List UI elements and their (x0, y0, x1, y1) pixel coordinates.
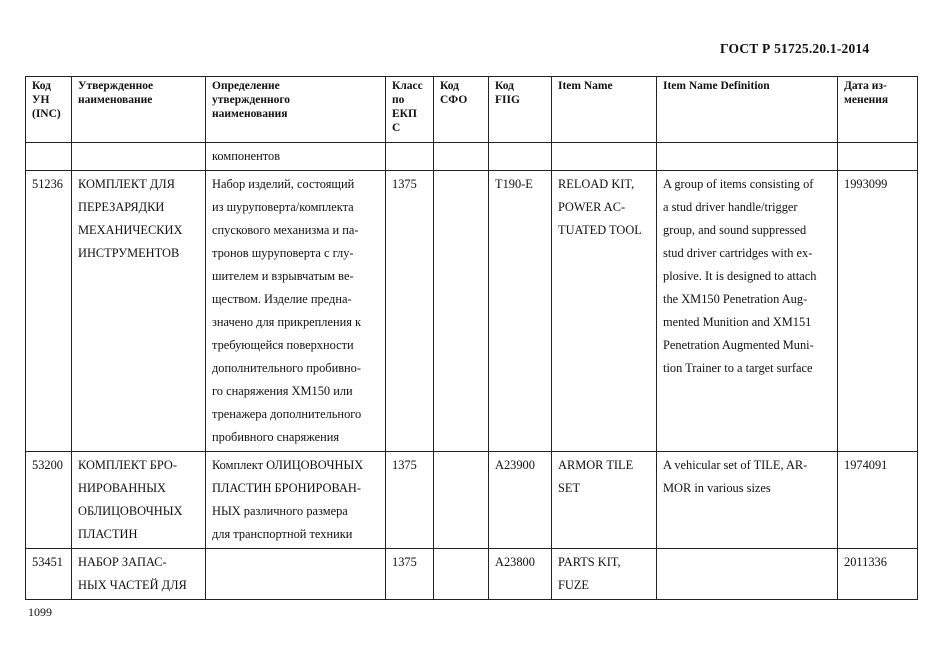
table-row (26, 549, 918, 600)
item-name-cell: ARMOR TILE SET (552, 452, 657, 549)
class-cell: 1375 (386, 452, 434, 549)
fiig-cell: A23900 (489, 452, 552, 549)
header-class: Класс по ЕКП С (386, 77, 434, 143)
header-definition: Определение утвержденного наименования (206, 77, 386, 143)
class-cell: 1375 (386, 171, 434, 452)
page-number: 1099 (28, 605, 52, 619)
sfo-cell (434, 171, 489, 452)
definition-cell: Набор изделий, состоящий из шуруповерта/комплекта спускового механизма и па- тронов шуруповерта с глу- шителем и взрывчатым ве- ществом. Изделие предна- значено для прикрепления к требующейся поверхности дополнительного пробивно- го снаряжения XM150 или тренажера дополнительного пробивного снаряжения (206, 171, 386, 452)
item-name-cell: RELOAD KIT, POWER AC- TUATED TOOL (552, 171, 657, 452)
change-date-cell: 1974091 (838, 452, 918, 549)
definition-cell (206, 549, 386, 600)
table-header-row (26, 77, 918, 143)
header-item-name: Item Name (552, 77, 657, 143)
header-sfo-code: Код СФО (434, 77, 489, 143)
item-name-cell: PARTS KIT, FUZE (552, 549, 657, 600)
header-item-name-definition: Item Name Definition (657, 77, 838, 143)
table-row-continuation (26, 143, 918, 171)
approved-name-cell: КОМПЛЕКТ ДЛЯ ПЕРЕЗАРЯДКИ МЕХАНИЧЕСКИХ ИНСТРУМЕНТОВ (72, 171, 206, 452)
continuation-definition: компонентов (206, 143, 386, 171)
header-change-date: Дата из- менения (838, 77, 918, 143)
item-definition-cell (657, 549, 838, 600)
header-fiig-code: Код FIIG (489, 77, 552, 143)
change-date-cell: 1993099 (838, 171, 918, 452)
definition-cell: Комплект ОЛИЦОВОЧНЫХ ПЛАСТИН БРОНИРОВАН- НЫХ различного размера для транспортной техники (206, 452, 386, 549)
header-inc-code: Код УН (INC) (26, 77, 72, 143)
item-definition-cell: A vehicular set of TILE, AR- MOR in various sizes (657, 452, 838, 549)
header-approved-name: Утвержденное наименование (72, 77, 206, 143)
table-row (26, 171, 918, 452)
item-definition-cell: A group of items consisting of a stud driver handle/trigger group, and sound suppressed stud driver cartridges with ex- plosive. It is designed to attach the XM150 Penetration Aug- mented Munition and XM151 Penetration Augmented Muni- tion Trainer to a target surface (657, 171, 838, 452)
fiig-cell: A23800 (489, 549, 552, 600)
fiig-cell: T190-E (489, 171, 552, 452)
change-date-cell: 2011336 (838, 549, 918, 600)
classifier-table (25, 76, 918, 600)
standard-code: ГОСТ Р 51725.20.1-2014 (720, 41, 870, 56)
inc-code-cell: 53200 (26, 452, 72, 549)
class-cell: 1375 (386, 549, 434, 600)
inc-code-cell: 51236 (26, 171, 72, 452)
approved-name-cell: НАБОР ЗАПАС- НЫХ ЧАСТЕЙ ДЛЯ (72, 549, 206, 600)
sfo-cell (434, 549, 489, 600)
table-row (26, 452, 918, 549)
inc-code-cell: 53451 (26, 549, 72, 600)
approved-name-cell: КОМПЛЕКТ БРО- НИРОВАННЫХ ОБЛИЦОВОЧНЫХ ПЛАСТИН (72, 452, 206, 549)
sfo-cell (434, 452, 489, 549)
